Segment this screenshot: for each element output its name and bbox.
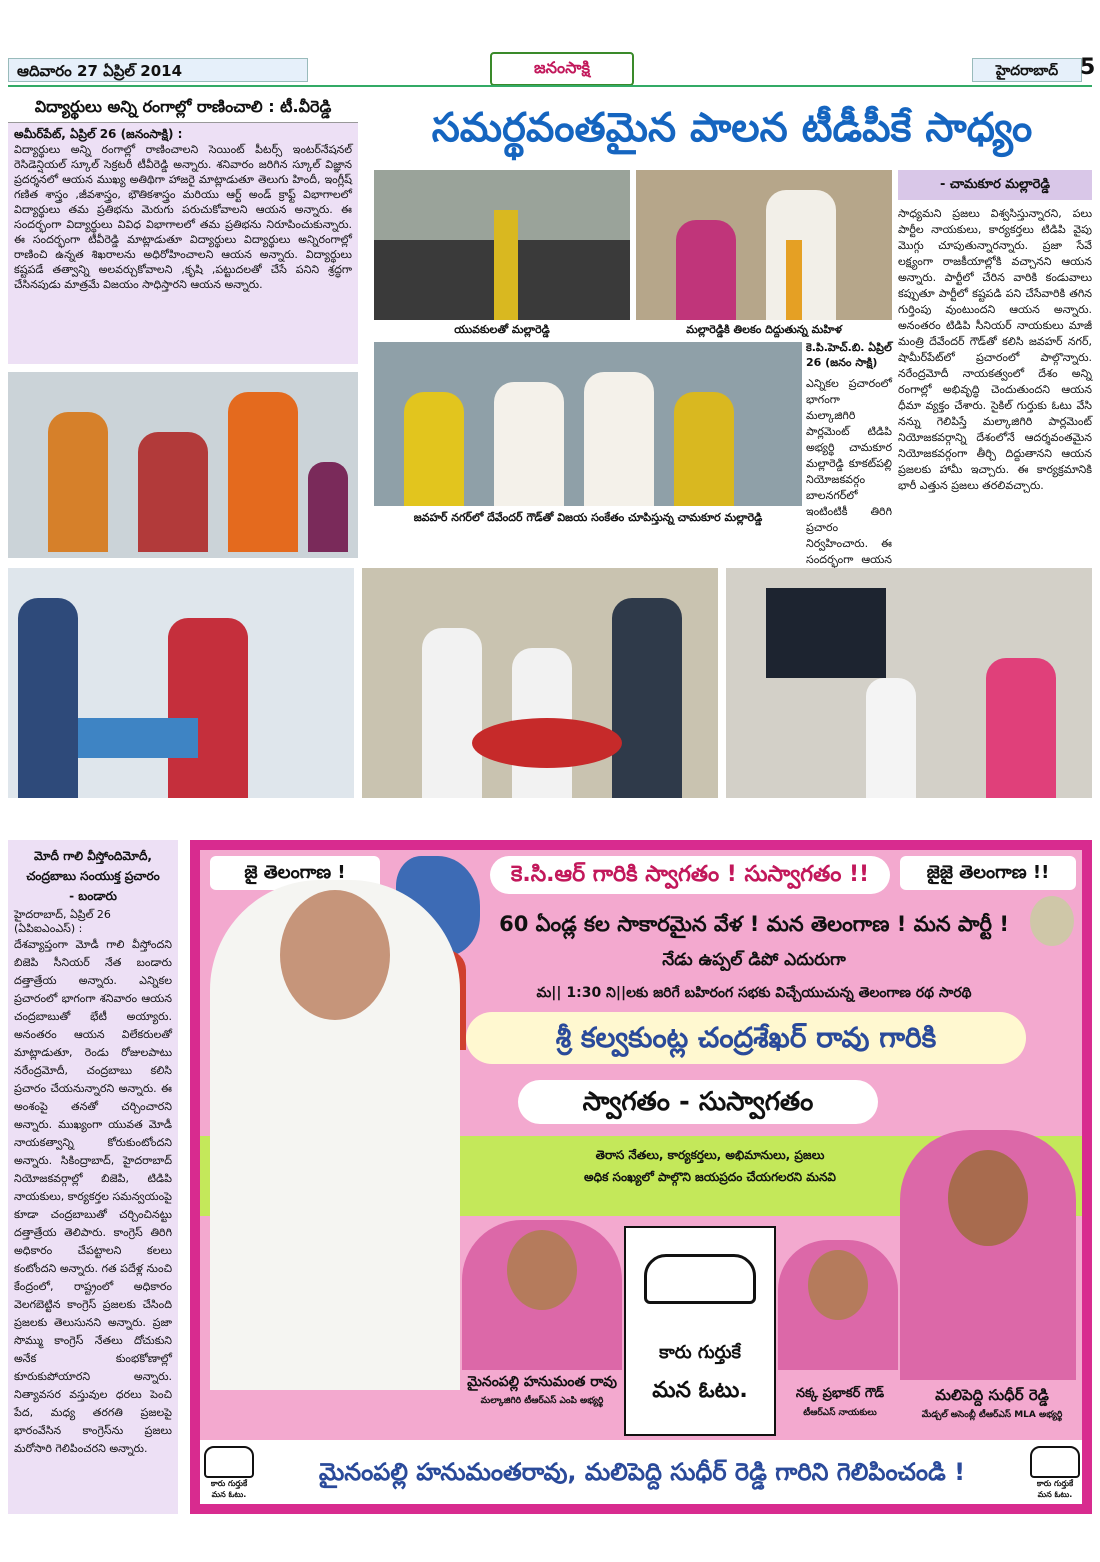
school-event-photo xyxy=(8,372,358,558)
candidate-1-name: మైనంపల్లి హనుమంత రావు xyxy=(467,1374,617,1390)
header-city: హైదరాబాద్ xyxy=(972,58,1082,82)
tilak-photo xyxy=(636,170,892,320)
candidate-2-portrait xyxy=(778,1240,898,1370)
photo-caption-victory: జవహర్ నగర్‌లో దేవేందర్ గౌడ్‌తో విజయ సంకేతం చూపిస్తున్న చామకూర మల్లారెడ్డి xyxy=(413,511,763,524)
bottom-left-body: దేశవ్యాప్తంగా మోడీ గాలి వీస్తోందని బిజెపి సీనియర్ నేత బండారు దత్తాత్రేయ అన్నారు. ఎన్నికల ప్రచారంలో భాగంగా శనివారం ఆయన చంద్రబాబుతో భేటీ అయ్యారు. అనంతరం ఆయన విలేకరులతో మాట్లాడుతూ, రెండు రోజులపాటు నరేంద్రమోదీ, చంద్రబాబు కలిసి ప్రచారం చేయనున్నారని అన్నారు. ఈ అంశంపై తనతో చర్చించారని అన్నారు. ముఖ్యంగా యువత మోడీ నాయకత్వాన్ని కోరుకుంటోందని అన్నారు. సికింద్రాబాద్, హైదరాబాద్ నియోజకవర్గాల్లో బిజెపి, టిడిపి నాయకులు, కార్యకర్తల సమన్వయంపై కూడా చంద్రబాబుతో చర్చించినట్టు దత్తాత్రేయ తెలిపారు. కాంగ్రెస్ తిరిగి అధికారం చేపట్టాలని కలలు కంటోందని అన్నారు. గత పదేళ్ల నుంచి కేంద్రంలో, రాష్ట్రంలో అధికారం వెలగబెట్టిన కాంగ్రెస్ ప్రజలకు చేసింది ప్రజలకు తెలుసునని అన్నారు. ప్రజా సొమ్ము కాంగ్రెస్ నేతలు దోచుకుని అనేక కుంభకోణాల్లో కూరుకుపోయారని అన్నారు. నిత్యావసర వస్తువుల ధరలు పెంచి పేద, మధ్య తరగతి ప్రజలపై భారంవేసిన కాంగ్రెస్‌ను ప్రజలు మరోసారి గెలిపించరని అన్నారు. xyxy=(14,938,172,1455)
ad-uppal-line: నేడు ఉప్పల్ డిపో ఎదురుగా xyxy=(662,950,846,970)
candidate-2-role: టీఆర్ఎస్ నాయకులు xyxy=(803,1408,877,1418)
candidate-1-portrait xyxy=(462,1220,622,1370)
mini-car-label-right-2: మన ఓటు. xyxy=(1037,1490,1073,1499)
left-article-title: విద్యార్థులు అన్ని రంగాల్లో రాణించాలి : టీ.వీరెడ్డి xyxy=(8,92,358,123)
victory-sign-photo xyxy=(374,342,802,506)
candidate-3-portrait xyxy=(900,1130,1076,1380)
left-article-body: విద్యార్థులు అన్ని రంగాల్లో రాణించాలని సెయింట్ పీటర్స్ ఇంటర్‌నేషనల్ రెసిడెన్షియల్ స్కూల్ సెక్రటరీ టీవీరెడ్డి అన్నారు. శనివారం జరిగిన స్కూల్ విజ్ఞాన ప్రదర్శనలో ఆయన ముఖ్య అతిథిగా హాజరై మాట్లాడుతూ తెలుగు హిందీ, ఇంగ్లీష్ గణిత శాస్త్రం ,జీవశాస్త్రం, భౌతికశాస్త్రం మరియు ఆర్ట్ అండ్ క్రాఫ్ట్ విభాగాలలో విద్యార్థులు తమ ప్రతిభను మెరుగు పరుచుకోవాలని ఆయన అన్నారు. ఈ సందర్భంగా విద్యార్థులు వివిధ విభాగాలలో తమ ప్రతిభను నిరూపించుకున్నారు. ఈ సందర్భంగా టీవీరెడ్డి మాట్లాడుతూ విద్యార్థులు విద్యార్థులు అన్నిరంగాల్లో రాణించి ఉన్నత శిఖరాలను అధిరోహించాలని ఆయన అన్నారు. విద్యార్థులు కష్టపడే తత్వాన్ని అలవర్చుకోవాలని ,కృషి ,పట్టుదలతో చేసే పనిని శ్రద్ధగా చేసినపుడు మాత్రమే విజయం సాధిస్తారని ఆయన అన్నారు. xyxy=(14,143,352,291)
candidate-3-name: మలిపెద్ది సుధీర్ రెడ్డి xyxy=(935,1386,1049,1404)
photo-caption-youth: యువకులతో మల్లారెడ్డి xyxy=(454,323,550,336)
ad-sub-line-2: అధిక సంఖ్యలో పాల్గొని జయప్రదం చేయగలరని మనవి xyxy=(584,1170,836,1184)
bottom-left-dateline: హైదరాబాద్, ఏప్రిల్ 26 (ఏపిఐఎంఎస్) : xyxy=(14,908,111,935)
mini-car-label-left-1: కారు గుర్తుకే xyxy=(210,1479,248,1488)
youth-group-photo xyxy=(374,170,630,320)
bottom-left-title-line-2: చంద్రబాబు సంయుక్త ప్రచారం xyxy=(26,869,160,883)
ad-swagatam: స్వాగతం - సుస్వాగతం xyxy=(518,1080,878,1124)
ad-meeting-line: మ|| 1:30 ని||లకు జరిగే బహిరంగ సభకు విచ్చేయుచున్న తెలంగాణ రథ సారథి xyxy=(536,985,972,1001)
left-article-text xyxy=(14,126,352,292)
main-article-byline: - చామకూర మల్లారెడ్డి xyxy=(898,170,1092,200)
ad-welcome-banner: కె.సి.ఆర్ గారికి స్వాగతం ! సుస్వాగతం !! xyxy=(490,856,890,894)
page-number: 5 xyxy=(1080,55,1096,80)
ad-jai-telangana-left: జై తెలంగాణ ! xyxy=(210,856,380,890)
car-symbol-box xyxy=(624,1226,776,1436)
ad-60-years-line: 60 ఏండ్ల కల సాకారమైన వేళ ! మన తెలంగాణ ! మన పార్టీ ! xyxy=(499,912,1009,936)
candidate-1-role: మల్కాజిగిరి టీఆర్ఎస్ ఎంపి అభ్యర్థి xyxy=(480,1396,604,1406)
left-article-dateline: అమీర్‌పేట్, ఏప్రిల్ 26 (జనంసాక్షి) : xyxy=(14,127,183,141)
mini-car-label-left-2: మన ఓటు. xyxy=(211,1490,247,1499)
car-symbol-text-2: మన ఓటు. xyxy=(652,1378,748,1403)
ad-name-line: శ్రీ కల్వకుంట్ల చంద్రశేఖర్ రావు గారికి xyxy=(466,1012,1026,1064)
science-fair-photo-1 xyxy=(8,568,354,798)
mini-car-label-right-1: కారు గుర్తుకే xyxy=(1036,1479,1074,1488)
car-symbol-text-1: కారు గుర్తుకే xyxy=(659,1342,741,1363)
header-date: ఆదివారం 27 ఏప్రిల్ 2014 xyxy=(8,58,308,82)
ad-sub-line-1: తెరాస నేతలు, కార్యకర్తలు, అభిమానులు, ప్రజలు xyxy=(595,1148,825,1162)
main-article-middle-text: ఎన్నికల ప్రచారంలో భాగంగా మల్కాజిగిరి పార్లమెంట్ టిడిపి అభ్యర్థి చామకూర మల్లారెడ్డి కూకట్‌పల్లి నియోజకవర్గం బాలనగర్‌లో ఇంటింటికీ తిరిగి ప్రచారం నిర్వహించారు. ఈ సందర్భంగా ఆయన xyxy=(806,377,892,566)
main-article-dateline: కె.పి.హెచ్.బి. ఏప్రిల్ 26 (జనం సాక్షి) xyxy=(806,341,892,369)
mini-car-icon-right xyxy=(1030,1446,1080,1478)
kcr-portrait xyxy=(210,880,460,1390)
photo-caption-tilak: మల్లారెడ్డికి తిలకం దిద్దుతున్న మహిళ xyxy=(686,323,842,336)
main-headline: సమర్థవంతమైన పాలన టీడీపీకే సాధ్యం xyxy=(431,105,1033,151)
main-article-right-text: సాధ్యమని ప్రజలు విశ్వసిస్తున్నారని, పలు పార్టీల నాయకులు, కార్యకర్తలు టిడిపి వైపు మొగ్గు చూపుతున్నారన్నారు. ప్రజా సేవే లక్ష్యంగా రాజకీయాల్లోకి వచ్చానని ఆయన అన్నారు. పార్టీలో చేరిన వారికి కండువాలు కప్పుతూ పార్టీలో కష్టపడి పని చేసేవారికి తగిన గుర్తింపు వుంటుందని ఆయన అన్నారు. అనంతరం టిడిపి సీనియర్ నాయకులు మాజీ మంత్రి దేవేందర్ గౌడ్‌తో కలిసి జవహర్ నగర్, షామీర్‌పేట్‌లో ప్రచారంలో పాల్గొన్నారు. నరేంద్రమోదీ నాయకత్వంలో దేశం అన్ని రంగాల్లో అభివృద్ధి చెందుతుందని ఆయన ధీమా వ్యక్తం చేశారు. సైకిల్ గుర్తుకు ఓటు వేసి నన్ను గెలిపిస్తే మల్కాజిగిరి పార్లమెంట్ నియోజకవర్గాన్ని దేశంలోనే ఆదర్శవంతమైన నియోజకవర్గంగా తీర్చి దిద్దుతానని ఆయన ప్రజలకు హామీ ఇచ్చారు. ఈ కార్యక్రమానికి భారీ ఎత్తున ప్రజలు తరలివచ్చారు. xyxy=(898,207,1092,492)
science-fair-photo-2 xyxy=(362,568,718,798)
bottom-left-article-title xyxy=(8,846,178,906)
leader-portrait-small xyxy=(1030,896,1074,946)
candidate-3-role: మేడ్చల్ అసెంబ్లీ టీఆర్ఎస్ MLA అభ్యర్థి xyxy=(921,1410,1063,1420)
header-divider xyxy=(8,85,1092,87)
science-fair-photo-3 xyxy=(726,568,1092,798)
candidate-2-name: నక్క ప్రభాకర్ గౌడ్ xyxy=(795,1386,885,1401)
ad-jai-telangana-right: జైజై తెలంగాణ !! xyxy=(900,856,1076,890)
car-icon xyxy=(644,1254,756,1304)
bottom-left-title-line-1: మోదీ గాలి వీస్తోందిమోదీ, xyxy=(34,849,152,863)
bottom-left-title-line-3: - బండారు xyxy=(69,889,117,903)
masthead-logo: జనంసాక్షి xyxy=(490,52,634,86)
ad-footer-text: మైనంపల్లి హనుమంతరావు, మలిపెద్ది సుధీర్ రెడ్డి గారిని గెలిపించండి ! xyxy=(318,1458,966,1486)
mini-car-icon-left xyxy=(204,1446,254,1478)
